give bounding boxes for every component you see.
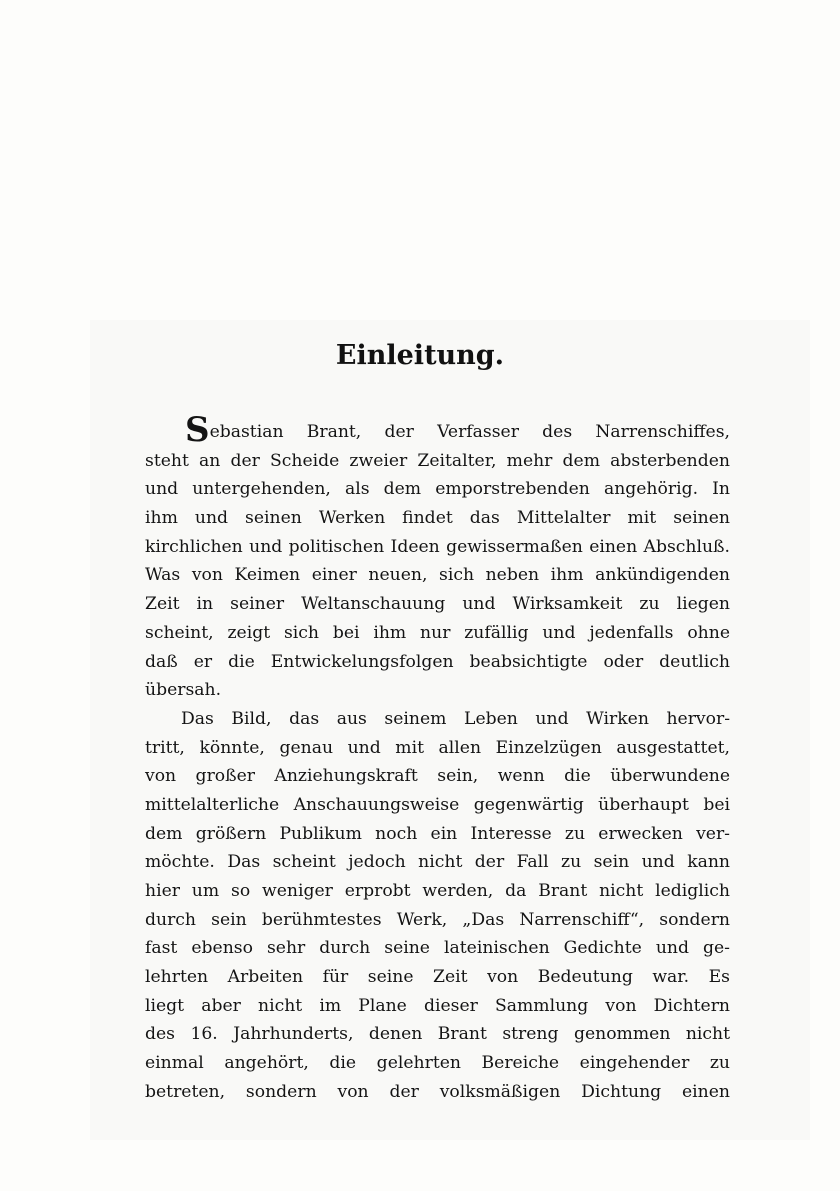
text-line: des 16. Jahrhunderts, denen Brant streng genommen nicht: [145, 1024, 730, 1045]
text-line: [145, 410, 730, 450]
text-line: übersah.: [145, 680, 222, 701]
text-line: Zeit in seiner Weltanschauung und Wirksamkeit zu liegen: [145, 594, 730, 615]
body-text: [145, 410, 730, 1107]
text-line: daß er die Entwickelungsfolgen beabsichtigte oder deutlich: [145, 651, 730, 672]
text-line: betreten, sondern von der volksmäßigen Dichtung einen: [145, 1081, 730, 1102]
text-line: steht an der Scheide zweier Zeitalter, mehr dem absterbenden: [145, 450, 730, 471]
text-line: kirchlichen und politischen Ideen gewissermaßen einen Abschluß.: [145, 536, 730, 557]
text-line: durch sein berühmtestes Werk, „Das Narrenschiff“, sondern: [145, 909, 730, 930]
drop-cap: S: [185, 410, 210, 450]
chapter-title: Einleitung.: [335, 340, 505, 371]
text-line: ihm und seinen Werken findet das Mittelalter mit seinen: [145, 508, 730, 529]
text-line: von großer Anziehungskraft sein, wenn die überwundene: [145, 766, 730, 787]
text-line: Das Bild, das aus seinem Leben und Wirken hervor-: [181, 708, 730, 729]
text-line: Was von Keimen einer neuen, sich neben ihm ankündigenden: [145, 565, 730, 586]
text-line: liegt aber nicht im Plane dieser Sammlung von Dichtern: [145, 995, 730, 1016]
text-line: mittelalterliche Anschauungsweise gegenwärtig überhaupt bei: [145, 794, 730, 815]
text-line: lehrten Arbeiten für seine Zeit von Bedeutung war. Es: [145, 967, 730, 988]
text-line: scheint, zeigt sich bei ihm nur zufällig und jedenfalls ohne: [145, 622, 730, 643]
first-line-text: ebastian Brant, der Verfasser des Narrenschiffes,: [209, 422, 730, 442]
text-line: fast ebenso sehr durch seine lateinischen Gedichte und ge-: [145, 938, 730, 959]
text-line: hier um so weniger erprobt werden, da Brant nicht lediglich: [145, 881, 730, 901]
text-line: tritt, könnte, genau und mit allen Einzelzügen ausgestattet,: [145, 737, 730, 758]
text-line: möchte. Das scheint jedoch nicht der Fall zu sein und kann: [145, 852, 730, 873]
text-line: dem größern Publikum noch ein Interesse zu erwecken ver-: [145, 823, 730, 844]
text-line: und untergehenden, als dem emporstrebenden angehörig. In: [145, 479, 730, 500]
text-line: einmal angehört, die gelehrten Bereiche eingehender zu: [145, 1053, 730, 1074]
